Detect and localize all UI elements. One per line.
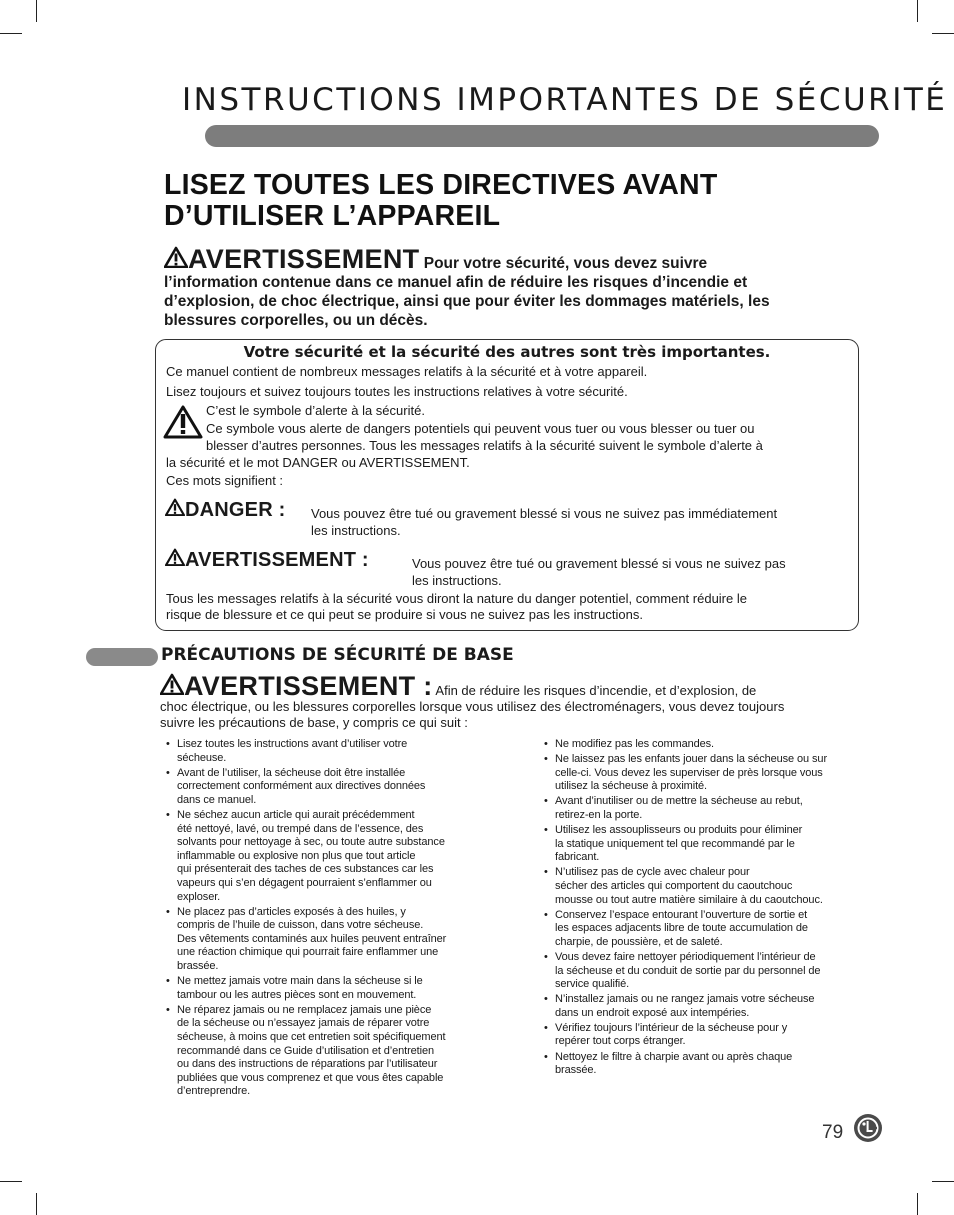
warning-triangle-icon — [165, 548, 185, 566]
crop-mark — [36, 0, 37, 22]
section-warning-text: choc électrique, ou les blessures corporelles lorsque vous utilisez des électroménagers, vous devez toujours — [160, 699, 785, 714]
left-bullet-column — [164, 738, 504, 1100]
list-item — [542, 1022, 872, 1049]
box-paragraph: risque de blessure et ce qui peut se produire si vous ne suivez pas les instructions. — [166, 607, 643, 622]
list-item-line: tambour ou les autres pièces sont en mouvement. — [177, 988, 417, 1001]
list-item-line: solvants pour nettoyage à sec, ou toute autre substance — [177, 836, 445, 849]
crop-mark — [917, 1193, 918, 1215]
warning-level-description: Vous pouvez être tué ou gravement blessé si vous ne suivez pas — [412, 556, 786, 571]
box-paragraph: Ces mots signifient : — [166, 473, 284, 488]
warning-triangle-icon — [160, 673, 184, 695]
warning-level-label: AVERTISSEMENT : — [185, 549, 369, 571]
list-item-line: • Ne placez pas d’articles exposés à des huiles, y — [177, 905, 406, 918]
warning-text: blessures corporelles, ou un décès. — [164, 312, 428, 329]
section-pill — [86, 648, 158, 666]
list-item-line: ou dans des instructions de réparations par l’utilisateur — [177, 1058, 438, 1071]
list-item — [542, 824, 872, 865]
list-item-line: brassée. — [177, 960, 219, 972]
list-item-line: inflammable ou explosive non plus que tout article — [177, 849, 416, 862]
danger-description: les instructions. — [311, 523, 401, 538]
page-number: 79 — [822, 1122, 844, 1143]
list-item-line: de la sécheuse ou n’essayez jamais de réparer votre — [177, 1017, 430, 1030]
warning-text: l’information contenue dans ce manuel afin de réduire les risques d’incendie et — [164, 274, 748, 291]
crop-mark — [917, 0, 918, 22]
header-bar — [205, 125, 879, 147]
box-paragraph: Lisez toujours et suivez toujours toutes les instructions relatives à votre sécurité. — [166, 384, 628, 399]
bullet-list — [164, 738, 504, 1099]
danger-label-row — [165, 498, 286, 522]
list-item-line: dans ce manuel. — [177, 793, 257, 806]
list-item — [542, 738, 872, 752]
box-paragraph: blesser d’autres personnes. Tous les messages relatifs à la sécurité suivent le symbole d’alerte à — [206, 438, 763, 453]
section-warning-text: suivre les précautions de base, y compris ce qui suit : — [160, 715, 468, 730]
list-item-line: compris de l’huile de cuisson, dans votre sécheuse. — [177, 919, 424, 932]
list-item-line: qui présenterait des taches de ces substances car les — [177, 863, 434, 876]
list-item-line: sécheuse, à moins que cet entretien soit spécifiquement — [177, 1030, 446, 1043]
warning-text: d’explosion, de choc électrique, ainsi que pour éviter les dommages matériels, les — [164, 293, 770, 310]
list-item-line: • Conservez l’espace entourant l’ouverture de sortie et — [555, 908, 808, 921]
list-item-line: sécher des articles qui comportent du caoutchouc — [555, 879, 793, 892]
list-item-line: • Ne modifiez pas les commandes. — [555, 738, 715, 750]
list-item-line: • Ne laissez pas les enfants jouer dans la sécheuse ou sur — [555, 753, 828, 766]
safety-box-title: Votre sécurité et la sécurité des autres sont très importantes. — [243, 343, 771, 361]
list-item-line: brassée. — [555, 1064, 597, 1077]
list-item-line: • Ne réparez jamais ou ne remplacez jamais une pièce — [177, 1003, 432, 1016]
list-item — [542, 1051, 872, 1078]
crop-mark — [932, 1181, 954, 1182]
box-paragraph: Ce manuel contient de nombreux messages relatifs à la sécurité et à votre appareil. — [166, 364, 648, 379]
main-heading-line2: D’UTILISER L’APPAREIL — [164, 200, 501, 232]
crop-mark — [0, 33, 22, 34]
bullet-list — [542, 738, 872, 1078]
list-item — [542, 866, 872, 907]
list-item-line: une réaction chimique qui pourrait faire enflammer une — [177, 946, 439, 959]
warning-level-row — [165, 548, 369, 572]
list-item-line: recommandé dans ce Guide d’utilisation et d’entretien — [177, 1044, 435, 1057]
list-item-line: • Avant de l’utiliser, la sécheuse doit être installée — [177, 766, 406, 779]
list-item — [542, 909, 872, 950]
section-warning-text: Afin de réduire les risques d’incendie, et d’explosion, de — [435, 683, 757, 698]
warning-level-description: les instructions. — [412, 573, 502, 588]
list-item-line: mousse ou tout autre matière similaire à du caoutchouc. — [555, 893, 823, 906]
lg-logo-icon — [853, 1113, 883, 1143]
section-warning-label: AVERTISSEMENT : — [184, 671, 433, 701]
list-item-line: sécheuse. — [177, 751, 227, 764]
crop-mark — [932, 33, 954, 34]
warning-triangle-icon — [165, 498, 185, 516]
box-paragraph: Tous les messages relatifs à la sécurité vous diront la nature du danger potentiel, comment réduire le — [166, 591, 747, 606]
list-item-line: • Avant d’inutiliser ou de mettre la sécheuse au rebut, — [555, 795, 803, 808]
list-item-line: • N’installez jamais ou ne rangez jamais votre sécheuse — [555, 993, 815, 1006]
warning-label: AVERTISSEMENT — [188, 244, 420, 274]
list-item-line: retirez-en la porte. — [555, 808, 643, 821]
warning-triangle-icon — [164, 246, 188, 268]
list-item-line: charpie, de poussière, et de saleté. — [555, 935, 723, 948]
list-item-line: • N’utilisez pas de cycle avec chaleur pour — [555, 866, 750, 879]
list-item — [542, 795, 872, 822]
warning-text: Pour votre sécurité, vous devez suivre — [423, 255, 708, 272]
list-item — [542, 951, 872, 992]
list-item-line: • Utilisez les assouplisseurs ou produits pour éliminer — [555, 824, 803, 837]
list-item — [542, 753, 872, 794]
list-item-line: fabricant. — [555, 851, 600, 864]
right-bullet-column — [542, 738, 872, 1079]
list-item-line: la statique uniquement tel que recommandé par le — [555, 837, 795, 850]
list-item-line: été nettoyé, lavé, ou trempé dans de l’essence, des — [177, 822, 424, 835]
danger-label: DANGER : — [185, 499, 286, 521]
danger-description: Vous pouvez être tué ou gravement blessé si vous ne suivez pas immédiatement — [311, 506, 778, 521]
list-item-line: la sécheuse et du conduit de sortie par du personnel de — [555, 964, 821, 977]
list-item-line: celle-ci. Vous devez les superviser de près lorsque vous — [555, 766, 823, 779]
list-item-line: • Vous devez faire nettoyer périodiquement l’intérieur de — [555, 950, 816, 963]
list-item — [164, 1004, 504, 1099]
section-title: PRÉCAUTIONS DE SÉCURITÉ DE BASE — [161, 645, 514, 665]
list-item-line: • Ne séchez aucun article qui aurait précédemment — [177, 808, 415, 821]
list-item-line: vapeurs qui s’en dégagent pourraient s’enflammer ou — [177, 876, 432, 889]
list-item-line: dans un endroit exposé aux intempéries. — [555, 1006, 750, 1019]
list-item-line: repérer tout corps étranger. — [555, 1035, 686, 1048]
list-item — [164, 767, 504, 808]
list-item-line: Des vêtements contaminés aux huiles peuvent entraîner — [177, 932, 447, 945]
warning-intro — [164, 246, 864, 330]
list-item-line: les espaces adjacents libre de toute accumulation de — [555, 922, 808, 935]
safety-alert-icon — [163, 405, 203, 439]
list-item-line: publiées que vous comprenez et que vous êtes capable — [177, 1071, 444, 1084]
list-item — [164, 738, 504, 765]
list-item-line: correctement conformément aux directives données — [177, 780, 426, 793]
list-item-line: service qualifié. — [555, 978, 630, 991]
crop-mark — [0, 1181, 22, 1182]
list-item-line: exploser. — [177, 890, 221, 903]
list-item-line: utilisez la sécheuse à proximité. — [555, 780, 707, 793]
list-item — [164, 975, 504, 1002]
list-item — [164, 809, 504, 904]
main-heading-line1: LISEZ TOUTES LES DIRECTIVES AVANT — [164, 169, 718, 201]
list-item — [164, 906, 504, 974]
list-item — [542, 993, 872, 1020]
list-item-line: • Ne mettez jamais votre main dans la sécheuse si le — [177, 975, 423, 988]
box-paragraph: Ce symbole vous alerte de dangers potentiels qui peuvent vous tuer ou vous blesser ou tuer ou — [206, 421, 755, 436]
page-header-title: INSTRUCTIONS IMPORTANTES DE SÉCURITÉ — [182, 82, 948, 118]
main-heading — [164, 170, 864, 232]
box-paragraph: la sécurité et le mot DANGER ou AVERTISSEMENT. — [166, 455, 470, 470]
crop-mark — [36, 1193, 37, 1215]
list-item-line: • Nettoyez le filtre à charpie avant ou après chaque — [555, 1050, 793, 1063]
section-warning — [160, 673, 870, 731]
list-item-line: • Vérifiez toujours l’intérieur de la sécheuse pour y — [555, 1021, 788, 1034]
box-paragraph: C’est le symbole d’alerte à la sécurité. — [206, 403, 425, 418]
list-item-line: d’entreprendre. — [177, 1085, 251, 1098]
list-item-line: • Lisez toutes les instructions avant d’utiliser votre — [177, 738, 408, 750]
